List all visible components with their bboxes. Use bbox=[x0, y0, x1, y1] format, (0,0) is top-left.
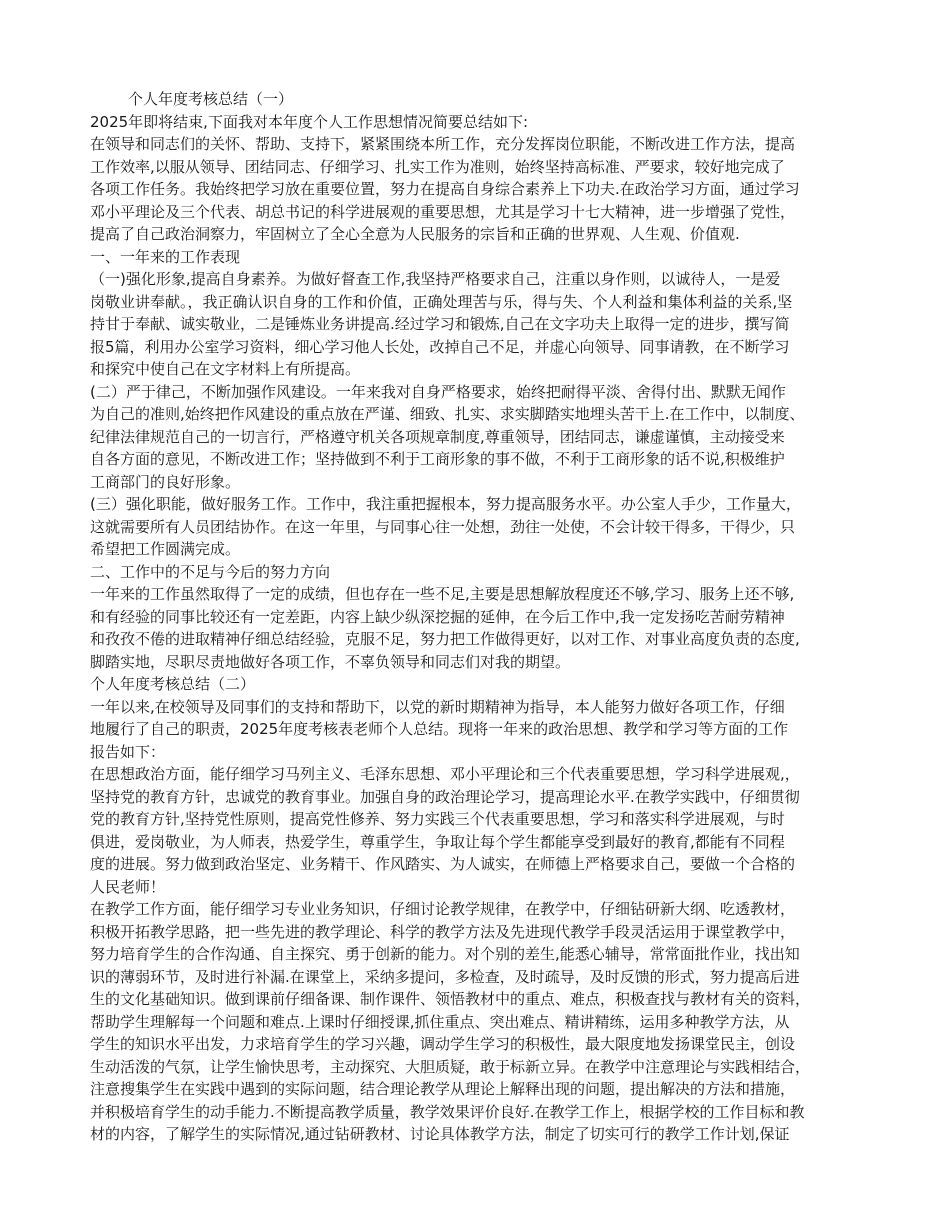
text-line: 2025年即将结束,下面我对本年度个人工作思想情况简要总结如下: bbox=[90, 112, 528, 131]
text-line: 一年来的工作虽然取得了一定的成绩，但也存在一些不足,主要是思想解放程度还不够,学习、服务上还不够, bbox=[90, 585, 795, 603]
text-line: 为自己的准则,始终把作风建设的重点放在严谨、细致、扎实、求实脚踏实地埋头苦干上.在工作中，以制度、 bbox=[90, 405, 805, 423]
text-line: 学生的知识水平出发，力求培育学生的学习兴趣，调动学生学习的积极性，最大限度地发扬课堂民主，创设 bbox=[90, 1035, 796, 1053]
subheading: 一、一年来的工作表现 bbox=[90, 247, 241, 266]
text-line: 一年以来,在校领导及同事们的支持和帮助下，以党的新时期精神为指导，本人能努力做好各项工作，仔细 bbox=[90, 697, 785, 716]
text-line: 俱进，爱岗敬业，为人师表，热爱学生，尊重学生，争取让每个学生都能享受到最好的教育,都能有不同程 bbox=[90, 832, 785, 851]
text-line: 帮助学生理解每一个问题和难点.上课时仔细授课,抓住重点、突出难点、精讲精练，运用多种教学方法，从 bbox=[90, 1012, 790, 1031]
subheading: 二、工作中的不足与今后的努力方向 bbox=[90, 562, 331, 581]
text-line: 希望把工作圆满完成。 bbox=[90, 540, 241, 558]
text-line: 党的教育方针,坚持党性原则，提高党性修养、努力实践三个代表重要思想，学习和落实科学进展观，与时 bbox=[90, 810, 785, 828]
text-line: 纪律法律规范自己的一切言行，严格遵守机关各项规章制度,尊重领导，团结同志，谦虚谨慎，主动接受来 bbox=[90, 427, 785, 446]
text-line: 脚踏实地，尽职尽责地做好各项工作，不辜负领导和同志们对我的期望。 bbox=[90, 652, 571, 671]
text-line: 报5篇，利用办公室学习资料，细心学习他人长处，改掉自己不足，并虚心向领导、同事请教，在不断学习 bbox=[90, 337, 790, 356]
text-line: （一)强化形象,提高自身素养。为做好督查工作,我坚持严格要求自己，注重以身作则，以诚待人，一是爱 bbox=[90, 270, 781, 288]
text-line: 人民老师！ bbox=[90, 877, 166, 896]
text-line: 坚持党的教育方针，忠诚党的教育事业。加强自身的政治理论学习，提高理论水平.在教学实践中，仔细贯彻 bbox=[90, 787, 800, 806]
text-line: 在思想政治方面，能仔细学习马列主义、毛泽东思想、邓小平理论和三个代表重要思想，学习科学进展观,， bbox=[90, 765, 800, 783]
text-line: 材的内容，了解学生的实际情况,通过钻研教材、讨论具体教学方法，制定了切实可行的教学工作计划,保证 bbox=[90, 1125, 790, 1143]
section-title-2: 个人年度考核总结（二） bbox=[90, 675, 256, 693]
text-line: (三）强化职能，做好服务工作。工作中，我注重把握根本，努力提高服务水平。办公室人手少，工作量大， bbox=[90, 495, 801, 513]
text-line: 工作效率,以服从领导、团结同志、仔细学习、扎实工作为准则，始终坚持高标准、严要求，较好地完成了 bbox=[90, 157, 785, 176]
text-line: 努力培育学生的合作沟通、自主探究、勇于创新的能力。对个别的差生,能悉心辅导，常常面批作业，找出知 bbox=[90, 945, 800, 963]
text-line: 在领导和同志们的关怀、帮助、支持下，紧紧围绕本所工作，充分发挥岗位职能，不断改进工作方法，提高 bbox=[90, 135, 796, 153]
text-line: 地履行了自己的职责，2025年度考核表老师个人总结。现将一年来的政治思想、教学和学习等方面的工作 bbox=[90, 720, 789, 738]
text-line: 提高了自己政治洞察力，牢固树立了全心全意为人民服务的宗旨和正确的世界观、人生观、价值观. bbox=[90, 225, 740, 243]
text-line: 和孜孜不倦的进取精神仔细总结经验，克服不足，努力把工作做得更好，以对工作、对事业高度负责的态度, bbox=[90, 630, 800, 648]
section-title-1: 个人年度考核总结（一） bbox=[128, 90, 294, 108]
text-line: 和探究中使自己在文字材料上有所提高。 bbox=[90, 360, 361, 378]
text-line: 并积极培育学生的动手能力.不断提高教学质量，教学效果评价良好.在教学工作上，根据学校的工作目标和教 bbox=[90, 1102, 805, 1121]
text-line: 积极开拓教学思路，把一些先进的教学理论、科学的教学方法及先进现代教学手段灵活运用于课堂教学中， bbox=[90, 922, 796, 941]
text-line: 生动活泼的气氛，让学生愉快思考，主动探究、大胆质疑，敢于标新立异。在教学中注意理论与实践相结合， bbox=[90, 1057, 811, 1076]
text-line: 持甘于奉献、诚实敬业，二是锤炼业务讲提高.经过学习和锻炼,自己在文字功夫上取得一定的进步，撰写简 bbox=[90, 315, 790, 333]
text-line: 自各方面的意见，不断改进工作；坚持做到不利于工商形象的事不做，不利于工商形象的话不说,积极维护 bbox=[90, 450, 785, 468]
text-line bbox=[90, 1146, 870, 1169]
text-line: 报告如下： bbox=[90, 742, 166, 761]
text-line: 识的薄弱环节，及时进行补漏.在课堂上，采纳多提问，多检查，及时疏导，及时反馈的形式，努力提高后进 bbox=[90, 967, 800, 986]
text-line: 度的进展。努力做到政治坚定、业务精干、作风踏实、为人诚实，在师德上严格要求自己，要做一个合格的 bbox=[90, 855, 796, 873]
text-line: 工商部门的良好形象。 bbox=[90, 472, 241, 491]
text-line: 生的文化基础知识。做到课前仔细备课、制作课件、领悟教材中的重点、难点，积极查找与教材有关的资料， bbox=[90, 990, 811, 1008]
text-line: 邓小平理论及三个代表、胡总书记的科学进展观的重要思想，尤其是学习十七大精神，进一步增强了党性， bbox=[90, 202, 796, 221]
text-line: 各项工作任务。我始终把学习放在重要位置，努力在提高自身综合素养上下功夫.在政治学习方面，通过学习 bbox=[90, 180, 800, 198]
text-line: 这就需要所有人员团结协作。在这一年里，与同事心往一处想，劲往一处使，不会计较干得多，干得少，只 bbox=[90, 517, 796, 536]
text-line: 在教学工作方面，能仔细学习专业业务知识，仔细讨论教学规律，在教学中，仔细钻研新大纲、吃透教材， bbox=[90, 900, 796, 918]
text-line: (二）严于律己，不断加强作风建设。一年来我对自身严格要求，始终把耐得平淡、舍得付出、默默无闻作 bbox=[90, 382, 786, 401]
text-line: 注意搜集学生在实践中遇到的实际问题，结合理论教学从理论上解释出现的问题，提出解决的方法和措施， bbox=[90, 1080, 796, 1098]
text-line: 岗敬业讲奉献。，我正确认识自身的工作和价值，正确处理苦与乐，得与失、个人利益和集体利益的关系,坚 bbox=[90, 292, 793, 311]
document-body bbox=[90, 88, 870, 1168]
text-line: 和有经验的同事比较还有一定差距，内容上缺少纵深挖掘的延伸，在今后工作中,我一定发扬吃苦耐劳精神 bbox=[90, 607, 785, 626]
